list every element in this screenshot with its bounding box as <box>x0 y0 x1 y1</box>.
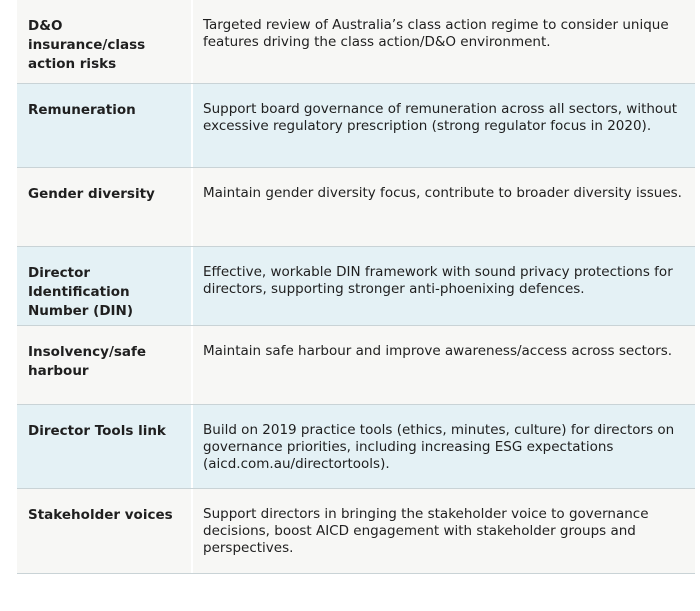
table-row <box>17 405 695 489</box>
row-topic: Director Tools link <box>17 405 193 488</box>
policy-priorities-table <box>17 0 695 574</box>
row-topic: Gender diversity <box>17 168 193 246</box>
table-row <box>17 247 695 326</box>
row-topic: D&O insurance/class action risks <box>17 0 193 83</box>
row-description: Effective, workable DIN framework with sound privacy protections for directors, supporting stronger anti-phoenixing defences. <box>203 264 673 297</box>
row-description: Support directors in bringing the stakeholder voice to governance decisions, boost AICD engagement with stakeholder groups and perspectives. <box>203 506 649 556</box>
table-row <box>17 326 695 405</box>
row-topic: Insolvency/safe harbour <box>17 326 193 404</box>
table-row <box>17 489 695 574</box>
table-row <box>17 168 695 247</box>
row-description: Maintain safe harbour and improve awareness/access across sectors. <box>203 343 673 359</box>
row-description: Build on 2019 practice tools (ethics, minutes, culture) for directors on governance priorities, including increasing ESG expectations (aicd.com.au/directortools). <box>203 422 675 472</box>
row-description: Maintain gender diversity focus, contribute to broader diversity issues. <box>203 185 682 201</box>
row-topic: Director Identification Number (DIN) <box>17 247 193 325</box>
row-topic: Stakeholder voices <box>17 489 193 573</box>
table-row <box>17 84 695 168</box>
table-row <box>17 0 695 84</box>
row-topic: Remuneration <box>17 84 193 167</box>
row-description: Support board governance of remuneration across all sectors, without excessive regulatory prescription (strong regulator focus in 2020). <box>203 101 678 134</box>
row-description: Targeted review of Australia’s class action regime to consider unique features driving the class action/D&O environment. <box>203 17 669 50</box>
